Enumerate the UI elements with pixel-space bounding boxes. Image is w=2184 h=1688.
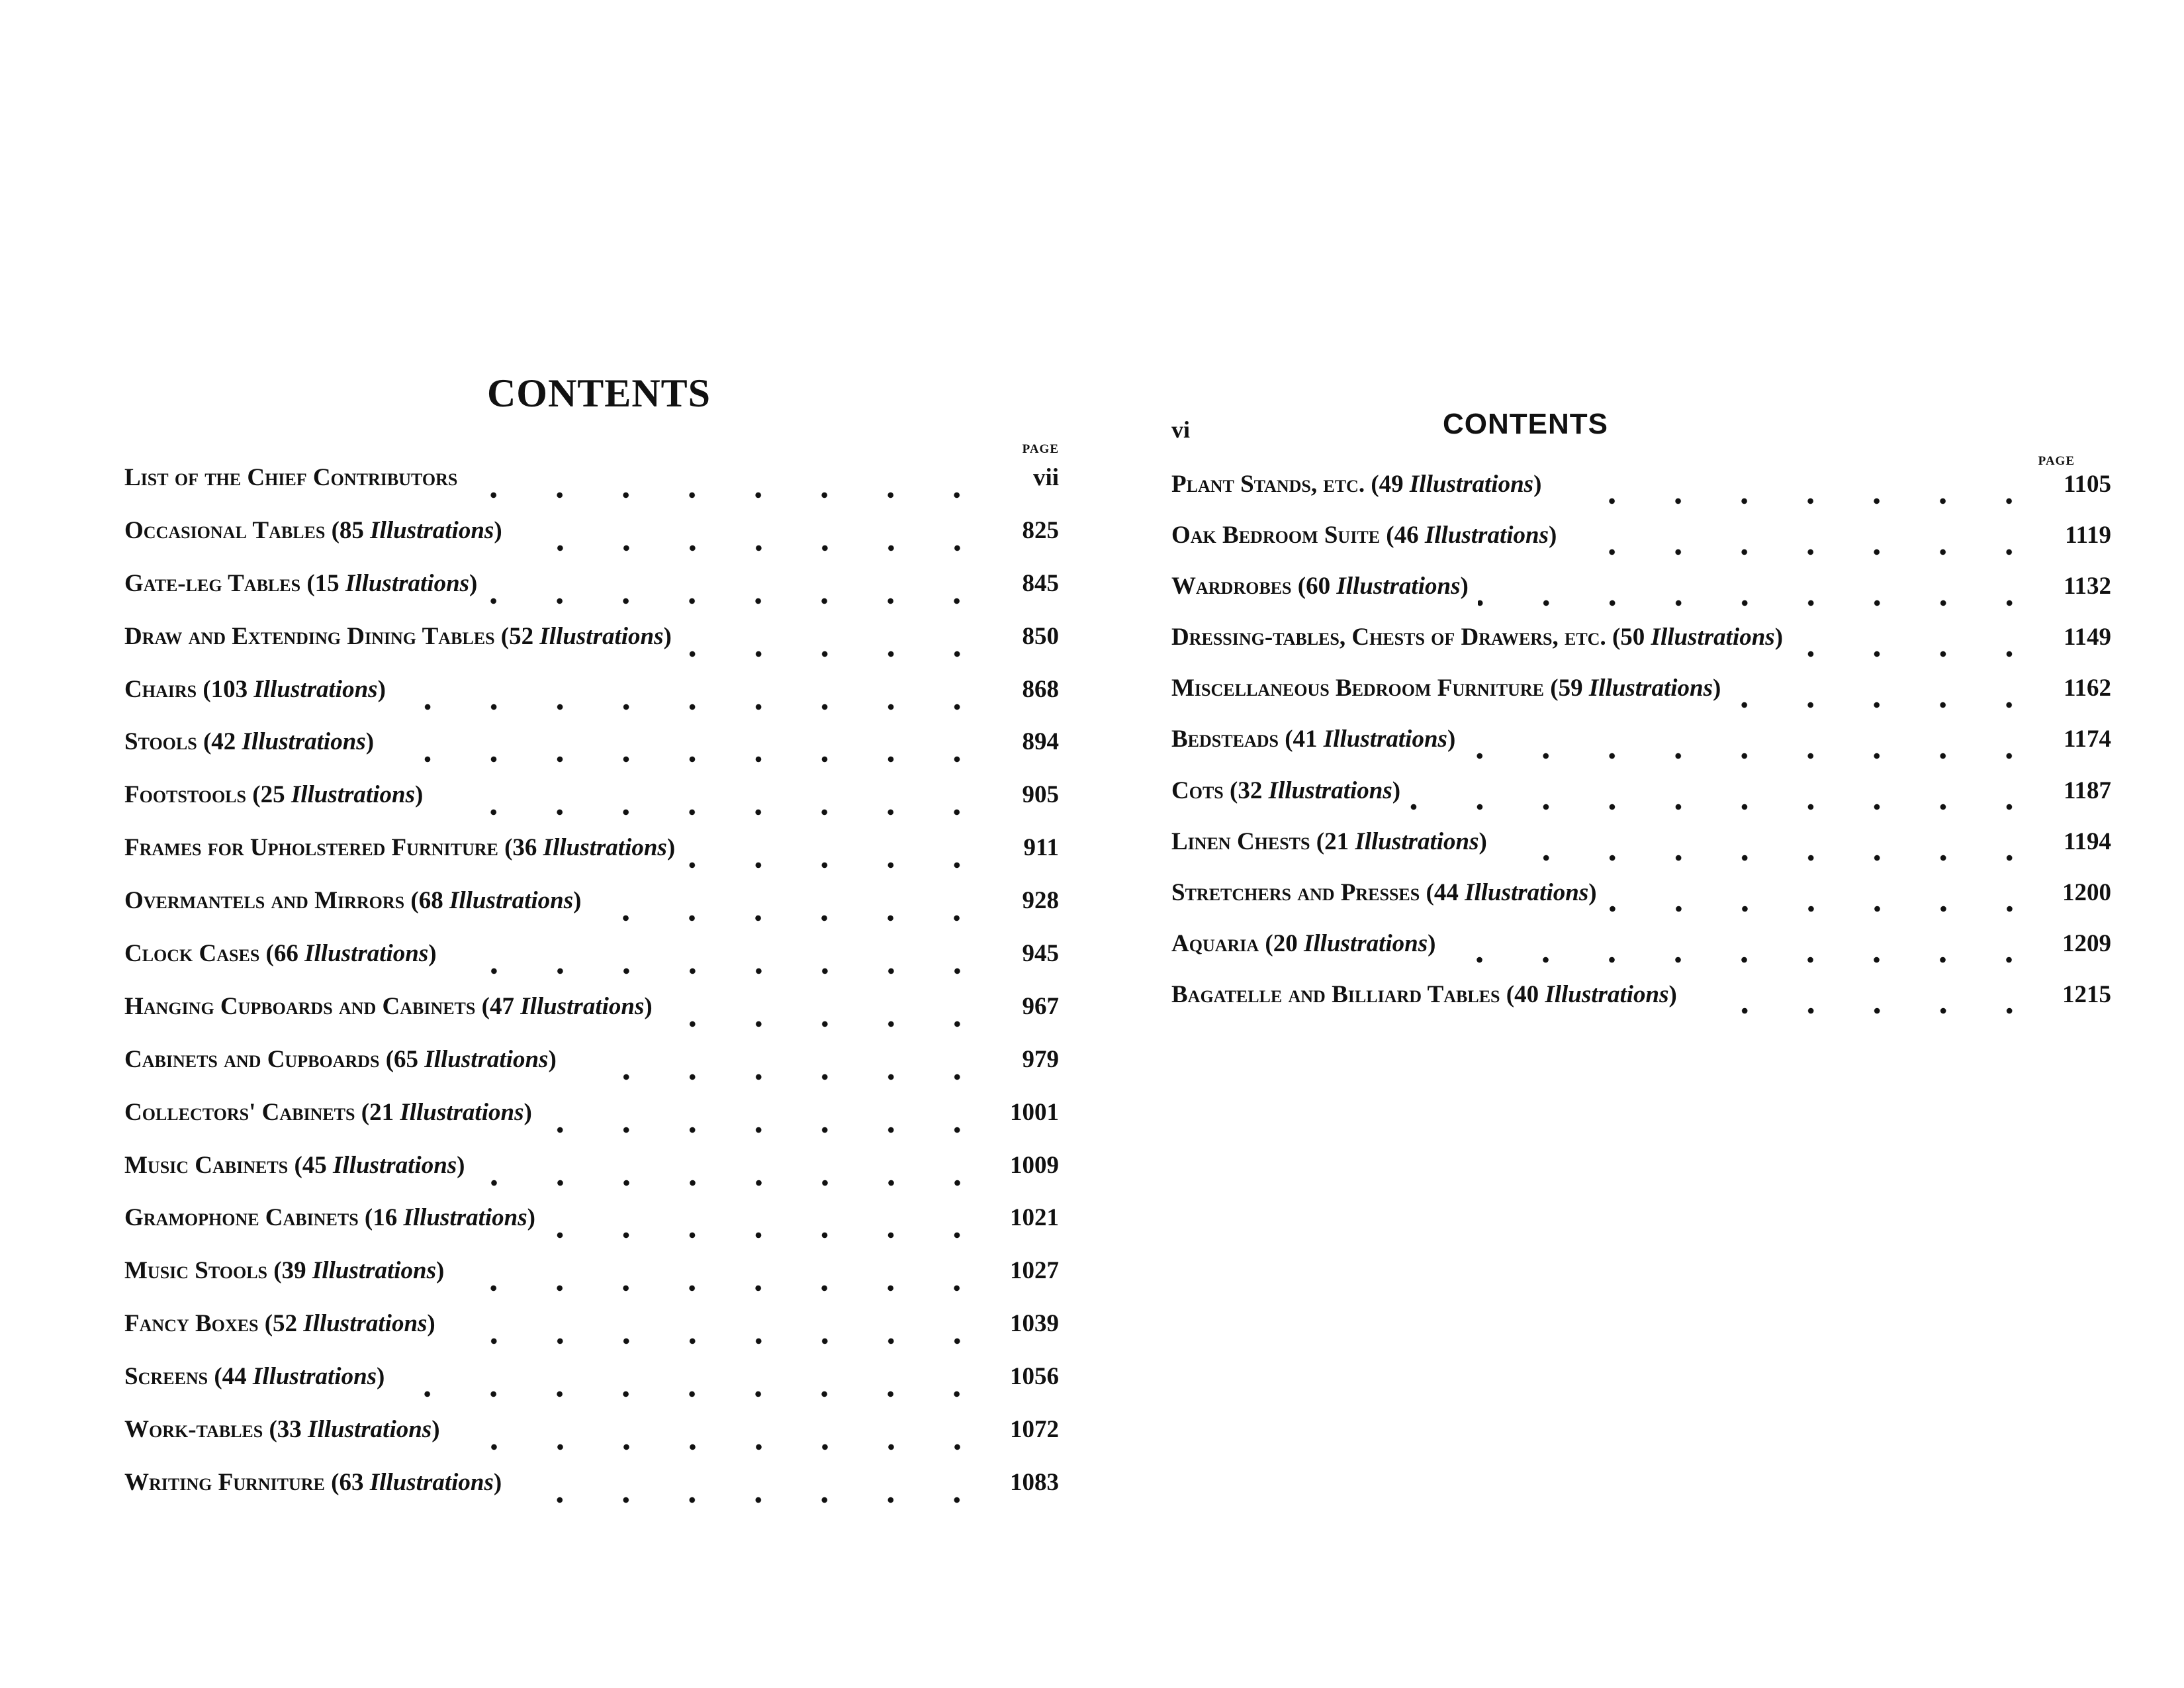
dot-leader: [681, 651, 990, 657]
entry-illustrations-word: Illustrations: [1424, 522, 1549, 549]
entry-illustrations-word: Illustrations: [333, 1151, 457, 1179]
entry-page-number: 1209: [2062, 929, 2111, 957]
entry-page-number: 1039: [1010, 1310, 1059, 1338]
contents-entry: [1171, 470, 2111, 521]
entry-page-number: 894: [1022, 728, 1059, 756]
contents-entry: [1171, 674, 2111, 725]
entry-title: [124, 463, 457, 492]
entry-illustration-count: 40: [1514, 980, 1539, 1008]
entry-title: Screens (44 Illustrations): [124, 1363, 385, 1391]
entry-name: Clock Cases: [124, 940, 260, 968]
dot-leader: [395, 704, 990, 710]
entry-name: Music Stools: [124, 1257, 268, 1285]
entry-name: Wardrobes: [1171, 573, 1292, 600]
entry-illustrations-word: Illustrations: [1336, 573, 1461, 600]
dot-leader: [511, 1497, 990, 1503]
entry-illustration-count: 44: [222, 1363, 247, 1391]
entry-illustration-count: 36: [512, 834, 537, 862]
entry-illustrations-word: Illustrations: [543, 834, 667, 862]
entry-illustrations-word: Illustrations: [1268, 776, 1392, 804]
dot-leader: [662, 1021, 990, 1027]
page-folio: vi: [1171, 416, 1191, 443]
contents-entry: [124, 992, 1059, 1045]
entry-name: Footstools: [124, 781, 246, 809]
entry-name: Gate-leg Tables: [124, 569, 301, 597]
dot-leader: [1496, 855, 2042, 861]
entry-illustration-count: 15: [314, 569, 340, 597]
right-page: [1092, 0, 2184, 1688]
entry-illustrations-word: Illustrations: [345, 569, 470, 597]
dot-leader: [1606, 906, 2042, 912]
entry-name: Hanging Cupboards and Cabinets: [124, 992, 476, 1020]
entry-name: Chairs: [124, 675, 197, 703]
dot-leader: [467, 492, 990, 498]
entry-title: Cots (32 Illustrations): [1171, 776, 1401, 804]
entry-illustration-count: 66: [273, 940, 298, 968]
entry-illustration-count: 85: [339, 516, 364, 544]
entry-title: Wardrobes (60 Illustrations): [1171, 573, 1469, 600]
entry-title: Clock Cases (66 Illustrations): [124, 940, 437, 968]
contents-entry: [1171, 725, 2111, 776]
entry-page-number: 868: [1022, 675, 1059, 703]
entry-illustrations-word: Illustrations: [252, 1363, 377, 1391]
entry-title: Overmantels and Mirrors (68 Illustrations): [124, 887, 582, 915]
dot-leader: [684, 862, 990, 868]
entry-name: Overmantels and Mirrors: [124, 887, 405, 915]
contents-entry: [124, 939, 1059, 992]
contents-entry: [124, 833, 1059, 886]
page-column-label-left: PAGE: [1022, 442, 1059, 456]
entry-name: Linen Chests: [1171, 827, 1310, 855]
entry-page-number: 1187: [2064, 776, 2111, 804]
entry-page-number: 1021: [1010, 1204, 1059, 1232]
entry-illustration-count: 44: [1433, 878, 1459, 906]
entry-page-number: 1174: [2064, 726, 2111, 753]
entry-page-number: 979: [1022, 1045, 1059, 1073]
entry-illustrations-word: Illustrations: [242, 728, 366, 756]
contents-entry: [124, 1203, 1059, 1256]
entry-page-number: 1027: [1010, 1257, 1059, 1285]
contents-entry: [1171, 521, 2111, 572]
dot-leader: [566, 1074, 990, 1080]
entry-illustrations-word: Illustrations: [403, 1204, 527, 1232]
contents-entry: [1171, 572, 2111, 623]
entry-page-number: 911: [1023, 834, 1059, 862]
entry-page-number: 1194: [2064, 827, 2111, 855]
entry-page-number: 1056: [1010, 1363, 1059, 1391]
entry-page-number: 1072: [1010, 1416, 1059, 1444]
entry-illustration-count: 46: [1394, 522, 1419, 549]
entry-name: Plant Stands, etc.: [1171, 471, 1365, 498]
contents-entry: [124, 675, 1059, 728]
page-column-label-right: PAGE: [2038, 454, 2075, 468]
entry-name: Collectors' Cabinets: [124, 1098, 355, 1126]
entry-page-number: 845: [1022, 569, 1059, 597]
entry-page-number: 905: [1022, 781, 1059, 809]
dot-leader: [1478, 600, 2042, 606]
dot-leader: [545, 1232, 990, 1239]
entry-page-number: 1149: [2064, 624, 2111, 651]
entry-name: Aquaria: [1171, 929, 1259, 957]
entry-illustrations-word: Illustrations: [1588, 675, 1713, 702]
entry-title: Work-tables (33 Illustrations): [124, 1416, 440, 1444]
entry-title: Cabinets and Cupboards (65 Illustrations): [124, 1045, 557, 1073]
entry-title: Frames for Upholstered Furniture (36 Illustrations): [124, 834, 676, 862]
entry-illustrations-word: Illustrations: [424, 1045, 549, 1073]
dot-leader: [1792, 651, 2042, 657]
entry-title: Hanging Cupboards and Cabinets (47 Illustrations): [124, 992, 653, 1020]
entry-title: Aquaria (20 Illustrations): [1171, 929, 1436, 957]
entry-illustration-count: 103: [210, 675, 248, 703]
contents-entry: [124, 1415, 1059, 1468]
contents-entry: [124, 463, 1059, 516]
entry-page-number: 825: [1022, 516, 1059, 544]
entry-illustration-count: 52: [273, 1310, 298, 1338]
dot-leader: [383, 756, 990, 763]
entry-name: Work-tables: [124, 1416, 263, 1444]
dot-leader: [541, 1127, 990, 1133]
entry-title: Occasional Tables (85 Illustrations): [124, 516, 502, 544]
entry-illustrations-word: Illustrations: [1355, 827, 1479, 855]
entry-illustration-count: 65: [394, 1045, 419, 1073]
entry-illustration-count: 39: [281, 1257, 306, 1285]
contents-list-right: [1171, 470, 2111, 1031]
entry-title: Dressing-tables, Chests of Drawers, etc. (50 Illustrations): [1171, 624, 1784, 651]
contents-list-left: [124, 463, 1059, 1521]
entry-name: Oak Bedroom Suite: [1171, 522, 1380, 549]
contents-entry: [124, 1362, 1059, 1415]
entry-illustration-count: 49: [1379, 471, 1404, 498]
entry-name: Writing Furniture: [124, 1468, 325, 1496]
entry-title: Bedsteads (41 Illustrations): [1171, 726, 1456, 753]
entry-illustrations-word: Illustrations: [1304, 929, 1428, 957]
entry-page-number: 1105: [2064, 471, 2111, 498]
contents-entry: [1171, 776, 2111, 827]
dot-leader: [394, 1391, 990, 1397]
entry-name: Frames for Upholstered Furniture: [124, 834, 498, 862]
contents-entry: [1171, 929, 2111, 980]
entry-page-number: 850: [1022, 622, 1059, 650]
contents-entry: [124, 1309, 1059, 1362]
dot-leader: [1566, 549, 2042, 555]
entry-illustrations-word: Illustrations: [1545, 980, 1669, 1008]
entry-illustration-count: 52: [509, 622, 534, 650]
contents-entry: [124, 569, 1059, 622]
entry-name: Screens: [124, 1363, 208, 1391]
dot-leader: [1686, 1008, 2042, 1014]
contents-entry: [124, 1151, 1059, 1204]
dot-leader: [449, 1444, 990, 1450]
entry-illustration-count: 21: [369, 1098, 394, 1126]
contents-entry: [1171, 878, 2111, 929]
contents-entry: [124, 516, 1059, 569]
entry-illustrations-word: Illustrations: [308, 1416, 432, 1444]
entry-page-number: 967: [1022, 992, 1059, 1020]
entry-page-number: 1162: [2064, 675, 2111, 702]
contents-entry: [1171, 623, 2111, 674]
entry-illustration-count: 33: [277, 1416, 302, 1444]
contents-entry: [124, 1256, 1059, 1309]
entry-illustration-count: 63: [339, 1468, 364, 1496]
entry-illustration-count: 25: [260, 781, 285, 809]
contents-entry: [124, 727, 1059, 780]
entry-page-number: 1083: [1010, 1468, 1059, 1496]
dot-leader: [1465, 753, 2042, 759]
contents-entry: [1171, 827, 2111, 878]
dot-leader: [1445, 957, 2042, 963]
entry-illustrations-word: Illustrations: [1465, 878, 1589, 906]
entry-title: Music Stools (39 Illustrations): [124, 1257, 445, 1285]
dot-leader: [590, 915, 990, 921]
entry-page-number: vii: [1032, 464, 1059, 491]
entry-title: Stretchers and Presses (44 Illustrations): [1171, 878, 1597, 906]
entry-name: Cabinets and Cupboards: [124, 1045, 380, 1073]
contents-entry: [124, 886, 1059, 939]
entry-illustrations-word: Illustrations: [449, 887, 574, 915]
entry-illustration-count: 32: [1238, 776, 1263, 804]
entry-page-number: 1200: [2062, 878, 2111, 906]
entry-illustration-count: 16: [373, 1204, 398, 1232]
entry-illustration-count: 42: [211, 728, 236, 756]
contents-entry: [124, 1045, 1059, 1098]
contents-heading-right: CONTENTS: [1443, 408, 1608, 440]
entry-illustrations-word: Illustrations: [520, 992, 645, 1020]
entry-title: Draw and Extending Dining Tables (52 Illustrations): [124, 622, 672, 650]
entry-name: Bedsteads: [1171, 726, 1279, 753]
contents-entry: [124, 622, 1059, 675]
entry-illustration-count: 60: [1306, 573, 1331, 600]
dot-leader: [446, 968, 990, 974]
entry-title: Linen Chests (21 Illustrations): [1171, 827, 1487, 855]
dot-leader: [432, 809, 990, 816]
entry-page-number: 1132: [2064, 573, 2111, 600]
entry-illustration-count: 20: [1273, 929, 1298, 957]
entry-illustrations-word: Illustrations: [1409, 471, 1534, 498]
entry-name: Gramophone Cabinets: [124, 1204, 359, 1232]
entry-name: Dressing-tables, Chests of Drawers, etc.: [1171, 624, 1606, 651]
entry-illustrations-word: Illustrations: [312, 1257, 436, 1285]
entry-illustrations-word: Illustrations: [369, 1468, 494, 1496]
entry-illustration-count: 41: [1293, 726, 1318, 753]
entry-title: Bagatelle and Billiard Tables (40 Illustrations): [1171, 980, 1677, 1008]
entry-name: List of the Chief Contributors: [124, 464, 458, 491]
contents-entry: [124, 1098, 1059, 1151]
entry-page-number: 1001: [1010, 1098, 1059, 1126]
entry-name: Miscellaneous Bedroom Furniture: [1171, 675, 1545, 702]
entry-illustration-count: 47: [489, 992, 514, 1020]
contents-entry: [1171, 980, 2111, 1031]
entry-name: Stretchers and Presses: [1171, 878, 1420, 906]
entry-illustration-count: 68: [418, 887, 443, 915]
entry-title: Miscellaneous Bedroom Furniture (59 Illustrations): [1171, 675, 1721, 702]
dot-leader: [445, 1338, 990, 1344]
entry-page-number: 928: [1022, 887, 1059, 915]
dot-leader: [486, 598, 990, 604]
entry-illustration-count: 59: [1558, 675, 1583, 702]
entry-name: Music Cabinets: [124, 1151, 289, 1179]
dot-leader: [475, 1180, 991, 1186]
entry-illustrations-word: Illustrations: [370, 516, 494, 544]
entry-name: Stools: [124, 728, 197, 756]
entry-title: Oak Bedroom Suite (46 Illustrations): [1171, 522, 1557, 549]
entry-title: Gate-leg Tables (15 Illustrations): [124, 569, 478, 597]
entry-title: Stools (42 Illustrations): [124, 728, 375, 756]
entry-title: Chairs (103 Illustrations): [124, 675, 386, 703]
entry-illustration-count: 21: [1324, 827, 1349, 855]
contents-entry: [124, 1468, 1059, 1521]
entry-illustrations-word: Illustrations: [1651, 624, 1775, 651]
entry-title: Writing Furniture (63 Illustrations): [124, 1468, 502, 1496]
entry-page-number: 945: [1022, 940, 1059, 968]
dot-leader: [1551, 498, 2042, 504]
entry-title: Fancy Boxes (52 Illustrations): [124, 1310, 435, 1338]
entry-title: Footstools (25 Illustrations): [124, 781, 424, 809]
entry-name: Bagatelle and Billiard Tables: [1171, 980, 1500, 1008]
entry-name: Fancy Boxes: [124, 1310, 259, 1338]
entry-illustration-count: 50: [1620, 624, 1645, 651]
dot-leader: [1410, 804, 2042, 810]
entry-illustrations-word: Illustrations: [400, 1098, 524, 1126]
entry-illustrations-word: Illustrations: [253, 675, 378, 703]
entry-title: Gramophone Cabinets (16 Illustrations): [124, 1204, 535, 1232]
dot-leader: [1730, 702, 2042, 708]
entry-page-number: 1215: [2062, 980, 2111, 1008]
entry-title: Plant Stands, etc. (49 Illustrations): [1171, 471, 1542, 498]
dot-leader: [512, 545, 990, 551]
contents-heading-left: CONTENTS: [486, 371, 711, 415]
entry-name: Draw and Extending Dining Tables: [124, 622, 495, 650]
entry-title: Music Cabinets (45 Illustrations): [124, 1151, 465, 1179]
dot-leader: [453, 1285, 990, 1291]
entry-name: Occasional Tables: [124, 516, 326, 544]
entry-illustrations-word: Illustrations: [303, 1310, 428, 1338]
entry-illustrations-word: Illustrations: [304, 940, 429, 968]
entry-illustrations-word: Illustrations: [1323, 726, 1447, 753]
entry-illustrations-word: Illustrations: [539, 622, 664, 650]
entry-page-number: 1119: [2065, 522, 2111, 549]
entry-illustrations-word: Illustrations: [291, 781, 415, 809]
entry-illustration-count: 45: [302, 1151, 327, 1179]
contents-entry: [124, 780, 1059, 833]
entry-name: Cots: [1171, 776, 1224, 804]
entry-page-number: 1009: [1010, 1151, 1059, 1179]
entry-title: Collectors' Cabinets (21 Illustrations): [124, 1098, 532, 1126]
